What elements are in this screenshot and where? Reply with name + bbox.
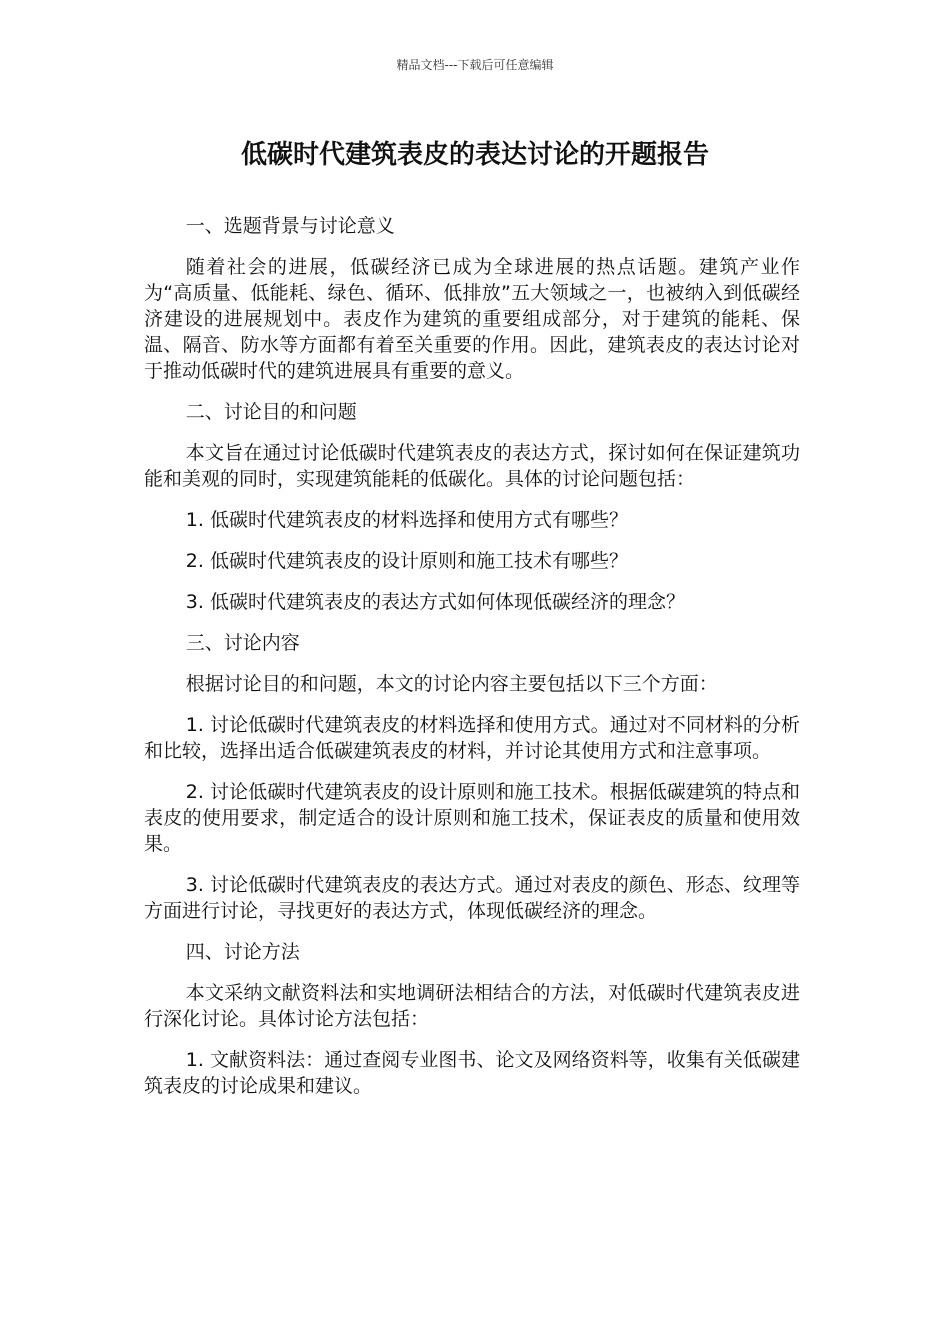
list-item-content-1: 1. 讨论低碳时代建筑表皮的材料选择和使用方式。通过对不同材料的分析和比较，选择出适合低碳建筑表皮的材料，并讨论其使用方式和注意事项。: [144, 714, 800, 762]
section-heading-objectives: 二、讨论目的和问题: [185, 401, 357, 423]
paragraph-content-intro: 根据讨论目的和问题，本文的讨论内容主要包括以下三个方面：: [185, 673, 718, 695]
list-item-question-1: 1. 低碳时代建筑表皮的材料选择和使用方式有哪些？: [185, 509, 628, 531]
section-heading-content: 三、讨论内容: [185, 632, 300, 654]
list-item-content-2: 2. 讨论低碳时代建筑表皮的设计原则和施工技术。根据低碳建筑的特点和表皮的使用要求，制定适合的设计原则和施工技术，保证表皮的质量和使用效果。: [144, 781, 800, 855]
list-item-method-1: 1. 文献资料法：通过查阅专业图书、论文及网络资料等，收集有关低碳建筑表皮的讨论成果和建议。: [144, 1049, 800, 1097]
page-header: 精品文档---下载后可任意编辑: [396, 58, 554, 72]
paragraph-objectives: 本文旨在通过讨论低碳时代建筑表皮的表达方式，探讨如何在保证建筑功能和美观的同时，实现建筑能耗的低碳化。具体的讨论问题包括：: [144, 442, 800, 490]
paragraph-methods-intro: 本文采纳文献资料法和实地调研法相结合的方法，对低碳时代建筑表皮进行深化讨论。具体讨论方法包括：: [144, 982, 800, 1030]
section-heading-methods: 四、讨论方法: [185, 941, 300, 963]
document-body: [144, 213, 800, 1114]
paragraph-background: 随着社会的进展，低碳经济已成为全球进展的热点话题。建筑产业作为“高质量、低能耗、绿色、循环、低排放”五大领域之一，也被纳入到低碳经济建设的进展规划中。表皮作为建筑的重要组成部分，对于建筑的能耗、保温、隔音、防水等方面都有着至关重要的作用。因此，建筑表皮的表达讨论对于推动低碳时代的建筑进展具有重要的意义。: [144, 256, 800, 382]
list-item-content-3: 3. 讨论低碳时代建筑表皮的表达方式。通过对表皮的颜色、形态、纹理等方面进行讨论，寻找更好的表达方式，体现低碳经济的理念。: [144, 874, 800, 922]
section-heading-background: 一、选题背景与讨论意义: [185, 215, 395, 237]
document-title: 低碳时代建筑表皮的表达讨论的开题报告: [240, 140, 709, 170]
list-item-question-2: 2. 低碳时代建筑表皮的设计原则和施工技术有哪些？: [185, 550, 628, 572]
list-item-question-3: 3. 低碳时代建筑表皮的表达方式如何体现低碳经济的理念？: [185, 591, 685, 613]
